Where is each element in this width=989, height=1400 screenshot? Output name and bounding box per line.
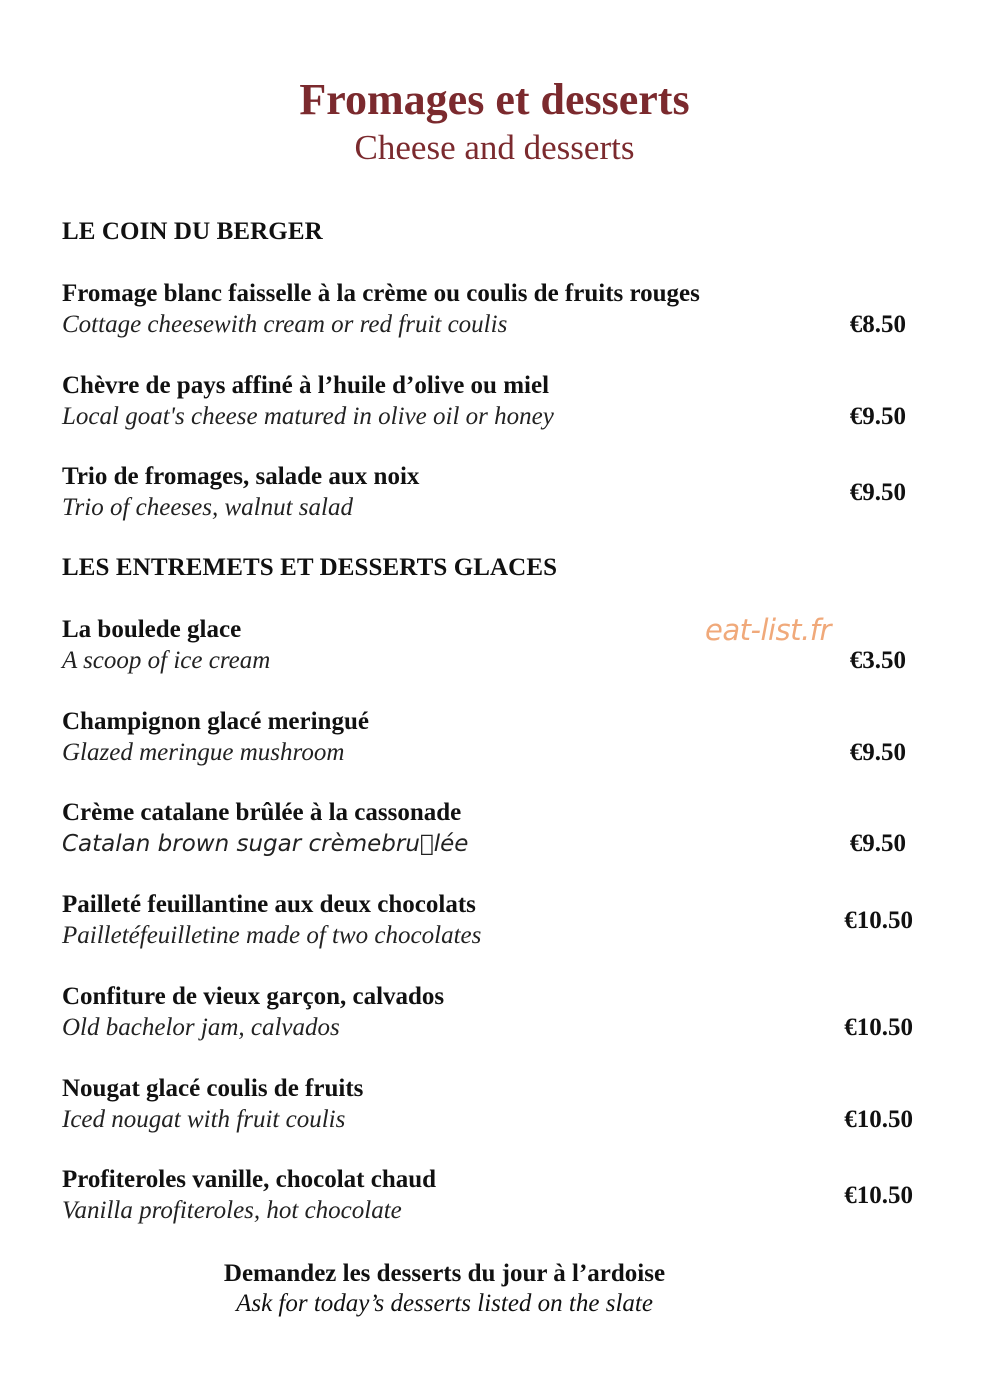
menu-item <box>62 279 932 343</box>
item-name-en: Vanilla profiteroles, hot chocolate <box>62 1197 402 1224</box>
item-name-en: Iced nougat with fruit coulis <box>62 1106 346 1133</box>
item-price: €10.50 <box>844 907 913 934</box>
menu-item <box>62 1165 932 1229</box>
menu-item <box>62 798 932 862</box>
item-price: €10.50 <box>844 1106 913 1133</box>
item-name-fr: Crème catalane brûlée à la cassonade <box>62 799 462 826</box>
menu-item <box>62 707 932 771</box>
item-name-fr: Profiteroles vanille, chocolat chaud <box>62 1166 437 1193</box>
item-name-fr: La bouledе glace <box>62 616 242 643</box>
footer-note-fr: Demandez les desserts du jour à l’ardoise <box>223 1260 666 1287</box>
item-name-en: Pailletéfeuilletine made of two chocolates <box>62 922 482 949</box>
menu-item <box>62 1074 932 1138</box>
watermark: eat-list.fr <box>705 613 831 647</box>
item-name-fr: Fromage blanc faisselle à la crème ou coulis de fruits rouges <box>62 280 700 307</box>
item-price: €10.50 <box>844 1182 913 1209</box>
item-price: €9.50 <box>849 403 906 430</box>
item-name-en: Cottage cheesewith cream or red fruit coulis <box>62 311 508 338</box>
item-name-en: Local goat's cheese matured in olive oil or honey <box>62 403 554 430</box>
menu-item <box>62 462 932 526</box>
item-name-en: Old bachelor jam, calvados <box>62 1014 340 1041</box>
item-name-en: Trio of cheeses, walnut salad <box>62 494 353 521</box>
item-name-en: Catalan brown sugar crèmebru􏰀lée <box>62 831 469 857</box>
item-name-en: A scoop of ice cream <box>62 647 271 674</box>
item-price: €9.50 <box>849 830 906 857</box>
item-name-fr: Champignon glacé meringué <box>62 708 369 735</box>
item-price: €3.50 <box>849 647 906 674</box>
item-price: €9.50 <box>849 739 906 766</box>
page-title: Fromages et desserts <box>299 75 690 124</box>
item-name-fr: Trio de fromages, salade aux noix <box>62 463 420 490</box>
page-subtitle: Cheese and desserts <box>354 128 635 167</box>
item-price: €10.50 <box>844 1014 913 1041</box>
item-price: €8.50 <box>849 311 906 338</box>
item-name-fr: Confiture de vieux garçon, calvados <box>62 983 445 1010</box>
item-name-fr: Chèvre de pays affiné à l’huile d’olive ou miel <box>62 372 550 399</box>
section-heading-entremets-desserts-glaces: LES ENTREMETS ET DESSERTS GLACES <box>62 554 558 581</box>
item-price: €9.50 <box>849 479 906 506</box>
item-name-fr: Nougat glacé coulis de fruits <box>62 1075 364 1102</box>
menu-item <box>62 982 932 1046</box>
menu-item <box>62 890 932 954</box>
section-heading-le-coin-du-berger: LE COIN DU BERGER <box>62 218 323 245</box>
menu-item <box>62 371 932 435</box>
footer-note-en: Ask for today’s desserts listed on the slate <box>236 1290 653 1317</box>
item-name-fr: Pailleté feuillantine aux deux chocolats <box>62 891 476 918</box>
item-name-en: Glazed meringue mushroom <box>62 739 345 766</box>
